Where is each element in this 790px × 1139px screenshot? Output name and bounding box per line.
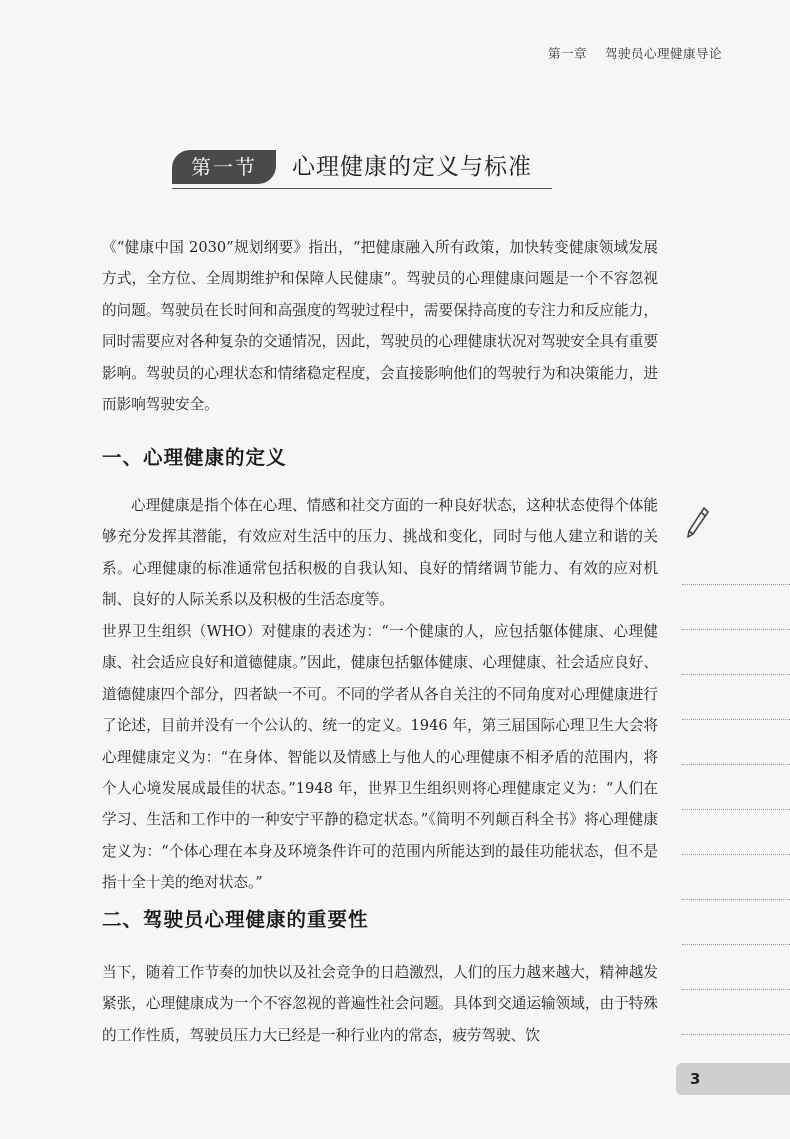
running-header [548, 44, 722, 62]
page-number: 3 [690, 1070, 701, 1088]
chapter-label: 第一章 [547, 46, 587, 61]
section-title [172, 148, 552, 189]
note-line [682, 585, 790, 630]
note-line [682, 540, 790, 585]
intro-paragraph: 《“健康中国 2030”规划纲要》指出，“把健康融入所有政策，加快转变健康领域发展方式，全方位、全周期维护和保障人民健康”。驾驶员的心理健康问题是一个不容忽视的问题。驾驶员在长时间和高强度的驾驶过程中，需要保持高度的专注力和反应能力，同时需要应对各种复杂的交通情况，因此，驾驶员的心理健康状况对驾驶安全具有重要影响。驾驶员的心理状态和情绪稳定程度，会直接影响他们的驾驶行为和决策能力，进而影响驾驶安全。 [102, 239, 658, 414]
page-number-tab [676, 1063, 790, 1095]
note-line [682, 810, 790, 855]
note-line [682, 990, 790, 1035]
pencil-icon [684, 505, 710, 541]
section-badge: 第一节 [172, 150, 276, 184]
section-heading: 心理健康的定义与标准 [292, 154, 532, 180]
paragraph-importance: 当下，随着工作节奏的加快以及社会竞争的日趋激烈，人们的压力越来越大，精神越发紧张，心理健康成为一个不容忽视的普遍性社会问题。具体到交通运输领域，由于特殊的工作性质，驾驶员压力大已经是一种行业内的常态，疲劳驾驶、饮 [102, 964, 658, 1044]
chapter-title: 驾驶员心理健康导论 [604, 46, 722, 61]
note-lines [682, 540, 790, 1035]
note-line [682, 630, 790, 675]
paragraph-definition: 心理健康是指个体在心理、情感和社交方面的一种良好状态，这种状态使得个体能够充分发挥其潜能，有效应对生活中的压力、挑战和变化，同时与他人建立和谐的关系。心理健康的标准通常包括积极的自我认知、良好的情绪调节能力、有效的应对机制、良好的人际关系以及积极的生活态度等。 [102, 497, 658, 609]
heading-definition: 一、心理健康的定义 [102, 446, 287, 469]
note-line [682, 675, 790, 720]
paragraph-who: 世界卫生组织（WHO）对健康的表述为：“一个健康的人，应包括躯体健康、心理健康、社会适应良好和道德健康。”因此，健康包括躯体健康、心理健康、社会适应良好、道德健康四个部分，四者缺一不可。不同的学者从各自关注的不同角度对心理健康进行了论述，目前并没有一个公认的、统一的定义。1946 年，第三届国际心理卫生大会将心理健康定义为：“在身体、智能以及情感上与他人的心理健康不相矛盾的范围内，将个人心境发展成最佳的状态。”1948 年，世界卫生组织则将心理健康定义为：“人们在学习、生活和工作中的一种安宁平静的稳定状态。”《简明不列颠百科全书》将心理健康定义为：“个体心理在本身及环境条件许可的范围内所能达到的最佳功能状态，但不是指十全十美的绝对状态。” [102, 623, 658, 892]
note-line [682, 900, 790, 945]
heading-importance: 二、驾驶员心理健康的重要性 [102, 908, 369, 931]
note-line [682, 720, 790, 765]
note-line [682, 765, 790, 810]
note-line [682, 945, 790, 990]
note-line [682, 855, 790, 900]
